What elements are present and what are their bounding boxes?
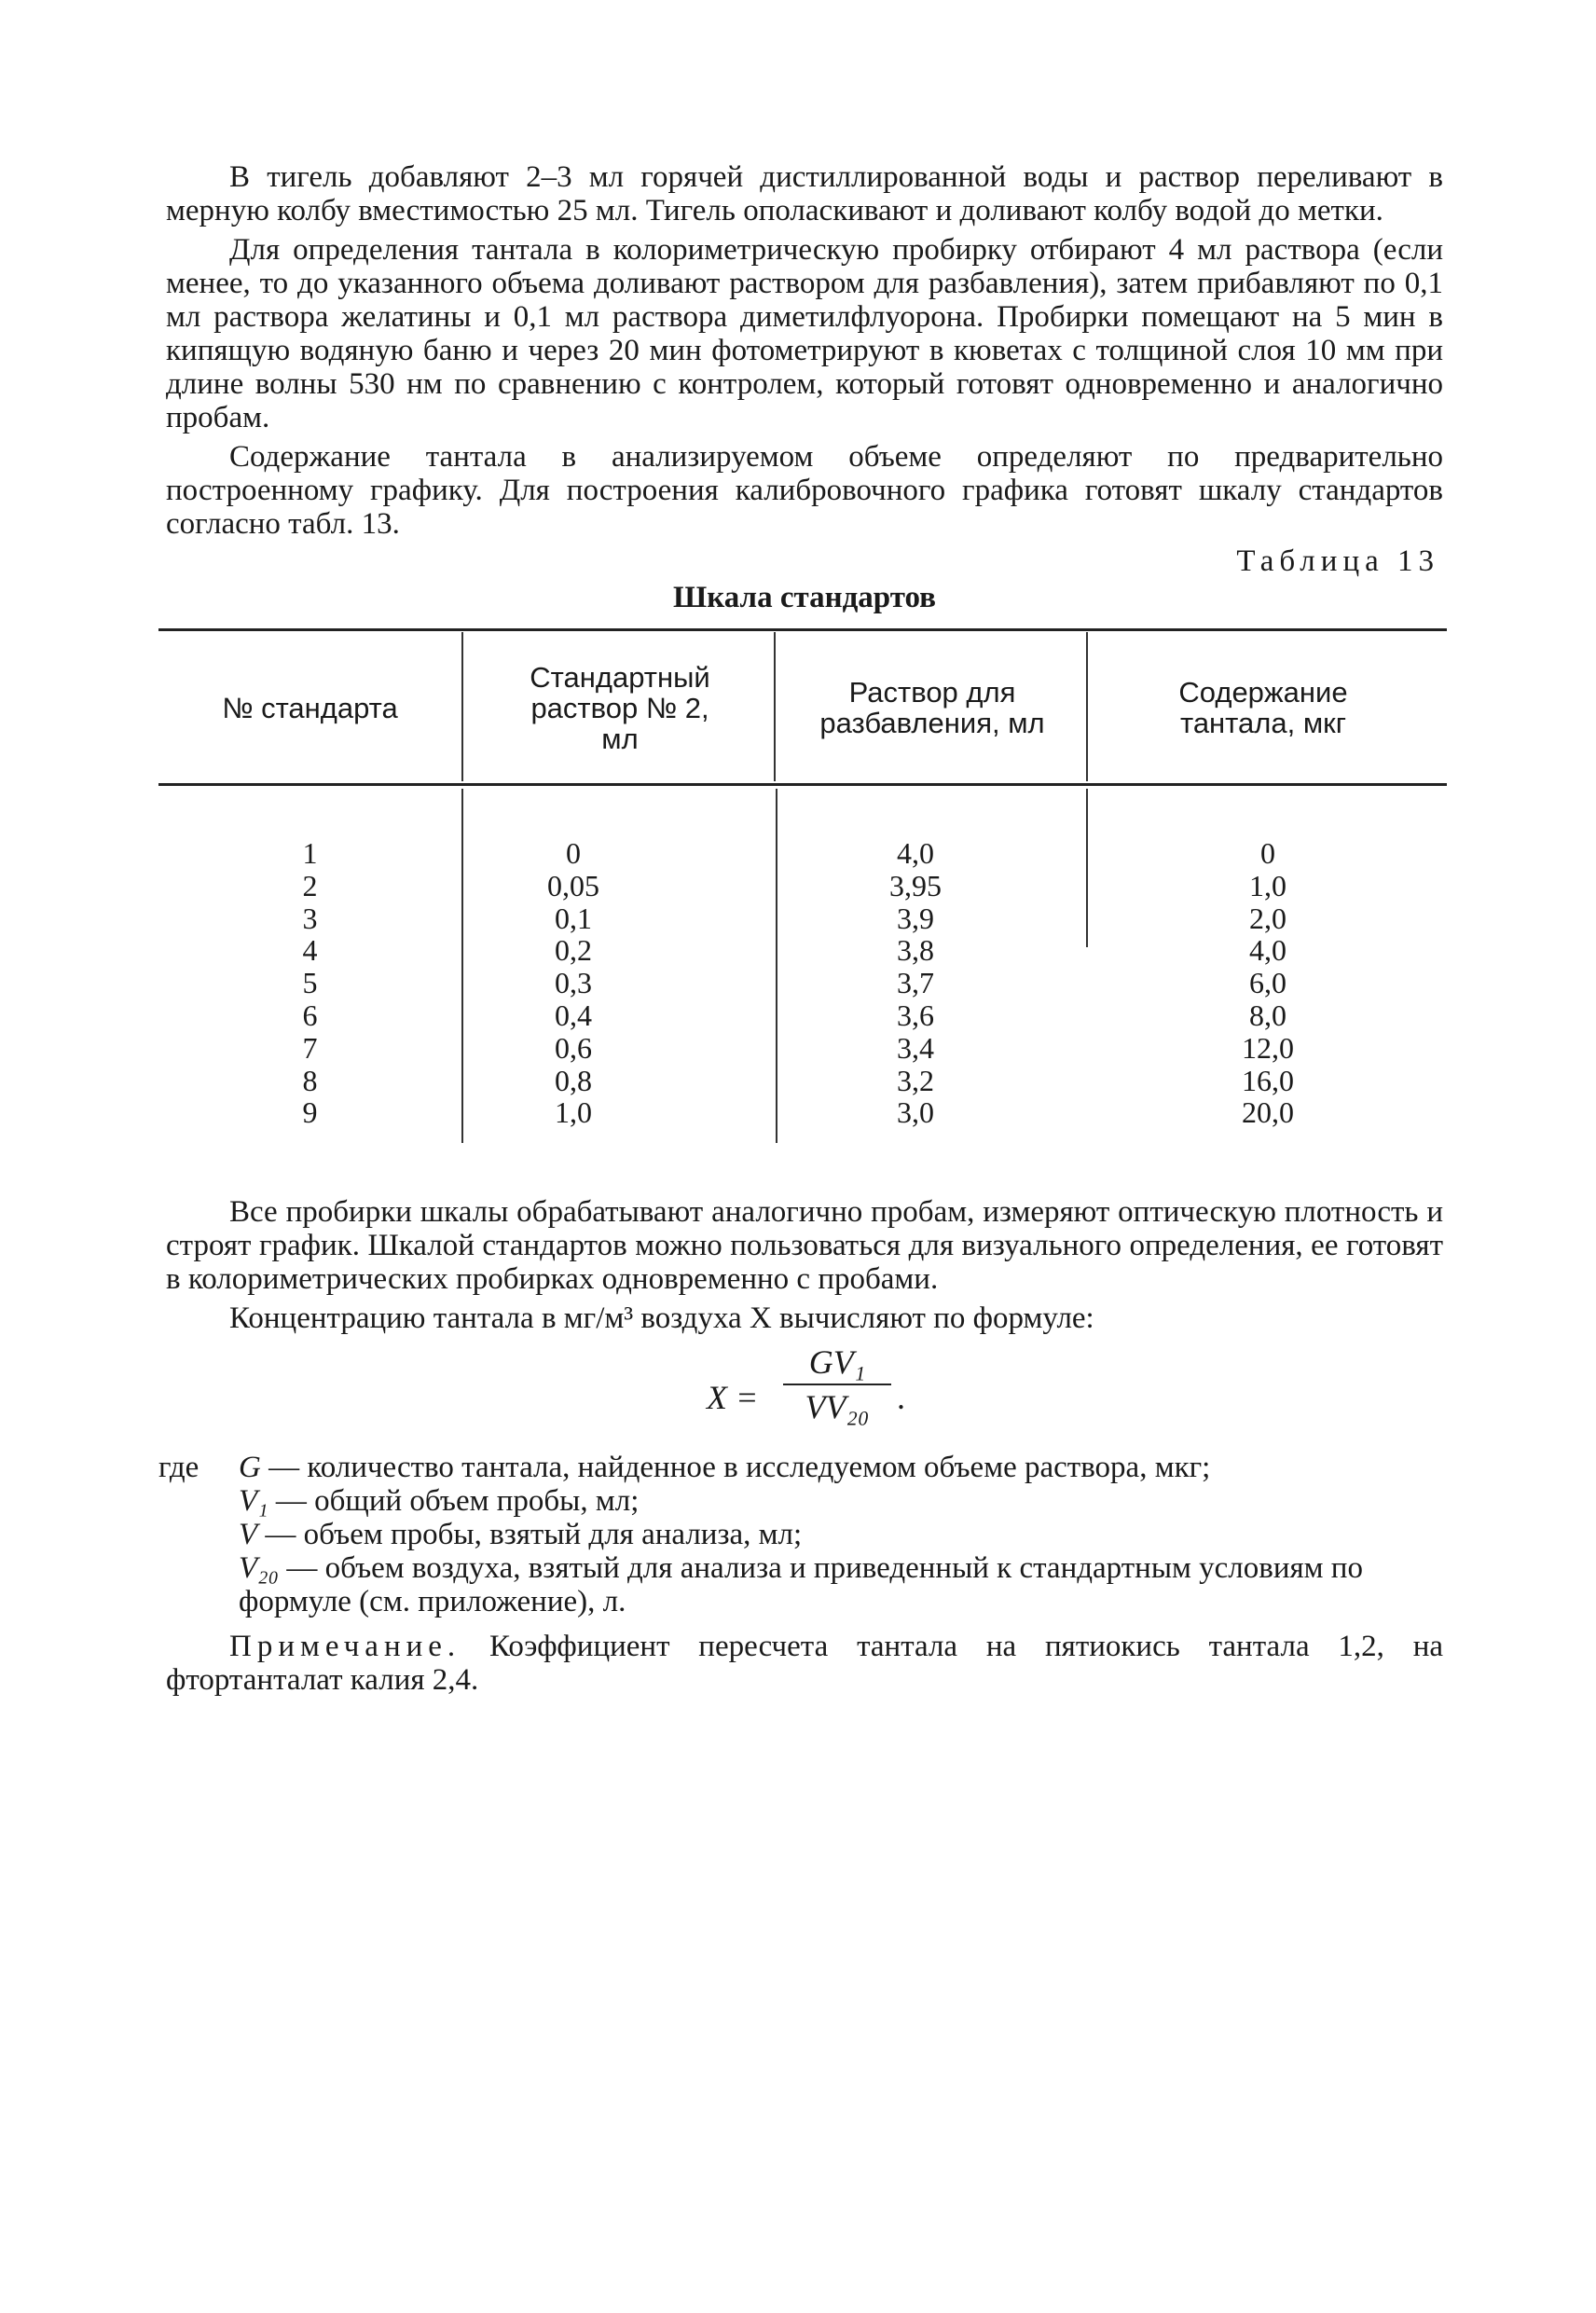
- definition-item: G — количество тантала, найденное в исследуемом объеме раствора, мкг;: [239, 1451, 1211, 1484]
- table-cell: 1: [302, 836, 318, 870]
- definition-item: V₁ — общий объем пробы, мл;: [239, 1484, 640, 1518]
- table-cell: 9: [302, 1095, 318, 1130]
- header-dilution-solution: Раствор для разбавления, мл: [819, 676, 1045, 739]
- table-cell: 3,4: [897, 1030, 934, 1065]
- column-standard-solution: [461, 837, 685, 1129]
- table-cell: 0,05: [547, 868, 599, 902]
- table-cell: 2,0: [1249, 901, 1286, 935]
- table-cell: 0,3: [555, 966, 592, 1000]
- table-cell: 3,9: [897, 901, 934, 935]
- table-cell: 8,0: [1249, 998, 1286, 1032]
- table-cell: 0: [1260, 836, 1275, 870]
- table-cell: 2: [302, 868, 318, 902]
- table-cell: 5: [302, 966, 318, 1000]
- paragraph-3: Содержание тантала в анализируемом объеме определяют по предварительно построенному графику. Для построения калибровочного графика готовят шкалу стандартов согласно табл. 13.: [166, 440, 1443, 541]
- formula: [166, 1342, 1443, 1445]
- column-divider: [774, 632, 776, 781]
- header-tantalum-content: Содержание тантала, мкг: [1178, 676, 1348, 739]
- table-cell: 7: [302, 1030, 318, 1065]
- column-divider: [1086, 632, 1088, 781]
- table-cell: 0,2: [555, 933, 592, 968]
- table-cell: 4,0: [1249, 933, 1286, 968]
- note-text: Коэффициент пересчета тантала на пятиокись тантала 1,2, на фтортанталат калия 2,4.: [166, 1630, 1443, 1697]
- table-cell: 1,0: [1249, 868, 1286, 902]
- table-cell: 0,6: [555, 1030, 592, 1065]
- definitions: [158, 1451, 1443, 1618]
- formula-denominator: VV₂₀: [805, 1388, 870, 1425]
- table-title: Шкала стандартов: [673, 581, 936, 614]
- table-cell: 3,7: [897, 966, 934, 1000]
- column-divider: [461, 632, 463, 781]
- header-standard-number: № стандарта: [222, 691, 398, 724]
- definition-item: V — объем пробы, взятый для анализа, мл;: [239, 1518, 803, 1551]
- table-cell: 4,0: [897, 836, 934, 870]
- paragraph-4: Все пробирки шкалы обрабатывают аналогично пробам, измеряют оптическую плотность и строят график. Шкалой стандартов можно пользоваться для визуального определения, ее готовят в колориметрических пробирках одновременно с пробами.: [166, 1195, 1443, 1296]
- formula-end: .: [897, 1379, 905, 1416]
- table-cell: 0,8: [555, 1063, 592, 1097]
- formula-lhs: X =: [707, 1379, 759, 1416]
- table-cell: 0: [566, 836, 581, 870]
- column-standard-number: [158, 837, 461, 1129]
- table-cell: 1,0: [555, 1095, 592, 1130]
- definition-item: V₂₀ — объем воздуха, взятый для анализа и приведенный к стандартным условиям по формуле (см. приложение), л.: [239, 1551, 1363, 1618]
- column-dilution-solution: [776, 837, 1055, 1129]
- table-cell: 3,95: [889, 868, 942, 902]
- header-standard-solution: Стандартный раствор № 2, мл: [530, 660, 710, 755]
- note: [166, 1630, 1443, 1697]
- definitions-where: где: [158, 1451, 200, 1484]
- paragraph-5: Концентрацию тантала в мг/м³ воздуха X вычисляют по формуле:: [229, 1301, 1094, 1335]
- table-cell: 3,6: [897, 998, 934, 1032]
- table-header-rule: [158, 783, 1447, 786]
- formula-fraction: [783, 1342, 891, 1426]
- table-cell: 6: [302, 998, 318, 1032]
- standards-table: [158, 628, 1447, 1158]
- document-page: [158, 160, 1443, 1697]
- table-cell: 3,2: [897, 1063, 934, 1097]
- table-cell: 4: [302, 933, 318, 968]
- table-cell: 3,8: [897, 933, 934, 968]
- table-cell: 0,1: [555, 901, 592, 935]
- column-tantalum-content: [1086, 837, 1450, 1129]
- table-cell: 0,4: [555, 998, 592, 1032]
- table-cell: 3: [302, 901, 318, 935]
- formula-numerator: GV₁: [783, 1342, 891, 1385]
- table-cell: 16,0: [1242, 1063, 1294, 1097]
- table-cell: 8: [302, 1063, 318, 1097]
- table-cell: 20,0: [1242, 1095, 1294, 1130]
- table-cell: 6,0: [1249, 966, 1286, 1000]
- note-label: Примечание.: [229, 1630, 461, 1663]
- table-cell: 12,0: [1242, 1030, 1294, 1065]
- paragraph-2: Для определения тантала в колориметрическую пробирку отбирают 4 мл раствора (если менее, то до указанного объема доливают раствором для разбавления), затем прибавляют по 0,1 мл раствора желатины и 0,1 мл раствора диметилфлуорона. Пробирки помещают на 5 мин в кипящую водяную баню и через 20 мин фотометрируют в кюветах с толщиной слоя 10 мм при длине волны 530 нм по сравнению с контролем, который готовят одновременно и аналогично пробам.: [166, 233, 1443, 434]
- table-cell: 3,0: [897, 1095, 934, 1130]
- table-number: Таблица 13: [1236, 544, 1439, 578]
- table-top-rule: [158, 628, 1447, 631]
- paragraph-1: В тигель добавляют 2–3 мл горячей дистиллированной воды и раствор переливают в мерную колбу вместимостью 25 мл. Тигель ополаскивают и доливают колбу водой до метки.: [166, 160, 1443, 227]
